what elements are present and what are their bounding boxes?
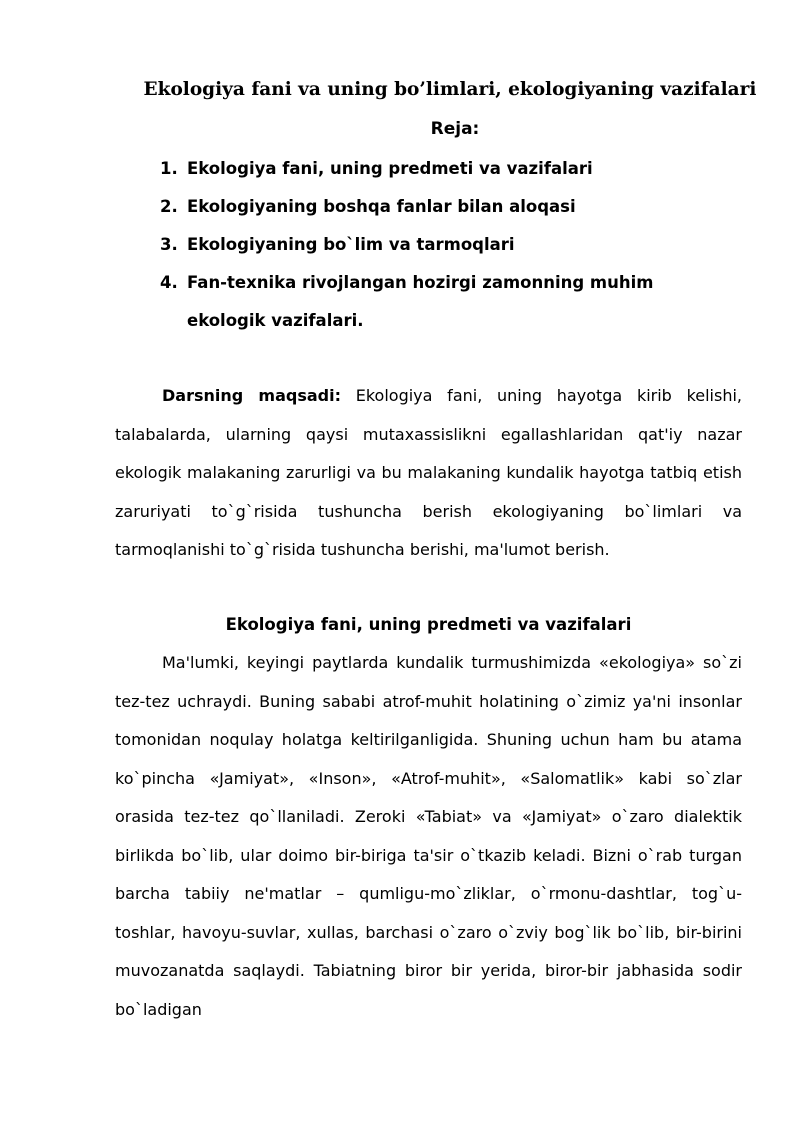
lesson-goal-label: Darsning maqsadi: <box>162 386 342 405</box>
document-title: Ekologiya fani va uning bo’limlari, ekologiyaning vazifalari <box>143 79 757 100</box>
plan-list <box>160 150 720 340</box>
plan-item <box>160 264 720 340</box>
plan-item <box>160 188 720 226</box>
section-heading: Ekologiya fani, uning predmeti va vazifalari <box>225 615 632 634</box>
plan-item-text: Ekologiyaning boshqa fanlar bilan aloqasi <box>187 197 576 216</box>
plan-item-number: 3. <box>160 235 178 254</box>
body-paragraph: Ma'lumki, keyingi paytlarda kundalik turmushimizda «ekologiya» so`zi tez-tez uchraydi. Buning sababi atrof-muhit holatining o`zimiz ya'ni insonlar tomonidan noqulay holatga keltirilganligida. Shuning uchun ham bu atama ko`pincha «Jamiyat», «Inson», «Atrof-muhit», «Salomatlik» kabi so`zlar orasida tez-tez qo`llaniladi. Zeroki «Tabiat» va «Jamiyat» o`zaro dialektik birlikda bo`lib, ular doimo bir-biriga ta'sir o`tkazib keladi. Bizni o`rab turgan barcha tabiiy ne'matlar – qumligu-mo`zliklar, o`rmonu-dashtlar, tog`u-toshlar, havoyu-suvlar, xullas, barchasi o`zaro o`zviy bog`lik bo`lib, bir-birini muvozanatda saqlaydi. Tabiatning biror bir yerida, biror-bir jabhasida sodir bo`ladigan <box>115 653 742 1019</box>
plan-item <box>160 226 720 264</box>
plan-heading: Reja: <box>430 119 480 139</box>
plan-item-number: 4. <box>160 273 178 292</box>
plan-item-text: Fan-texnika rivojlangan hozirgi zamonning muhim <box>187 273 654 292</box>
plan-item <box>160 150 720 188</box>
plan-item-text: Ekologiya fani, uning predmeti va vazifalari <box>187 159 593 178</box>
plan-item-text-continuation: ekologik vazifalari. <box>187 311 364 330</box>
plan-item-text: Ekologiyaning bo`lim va tarmoqlari <box>187 235 515 254</box>
lesson-goal-paragraph <box>115 377 742 570</box>
lesson-goal-text: Ekologiya fani, uning hayotga kirib kelishi, talabalarda, ularning qaysi mutaxassislikni egallashlaridan qat'iy nazar ekologik malakaning zarurligi va bu malakaning kundalik hayotga tatbiq etish zaruriyati to`g`risida tushuncha berish ekologiyaning bo`limlari va tarmoqlanishi to`g`risida tushuncha berishi, ma'lumot berish. <box>115 386 743 559</box>
plan-item-number: 2. <box>160 197 178 216</box>
plan-item-number: 1. <box>160 159 178 178</box>
